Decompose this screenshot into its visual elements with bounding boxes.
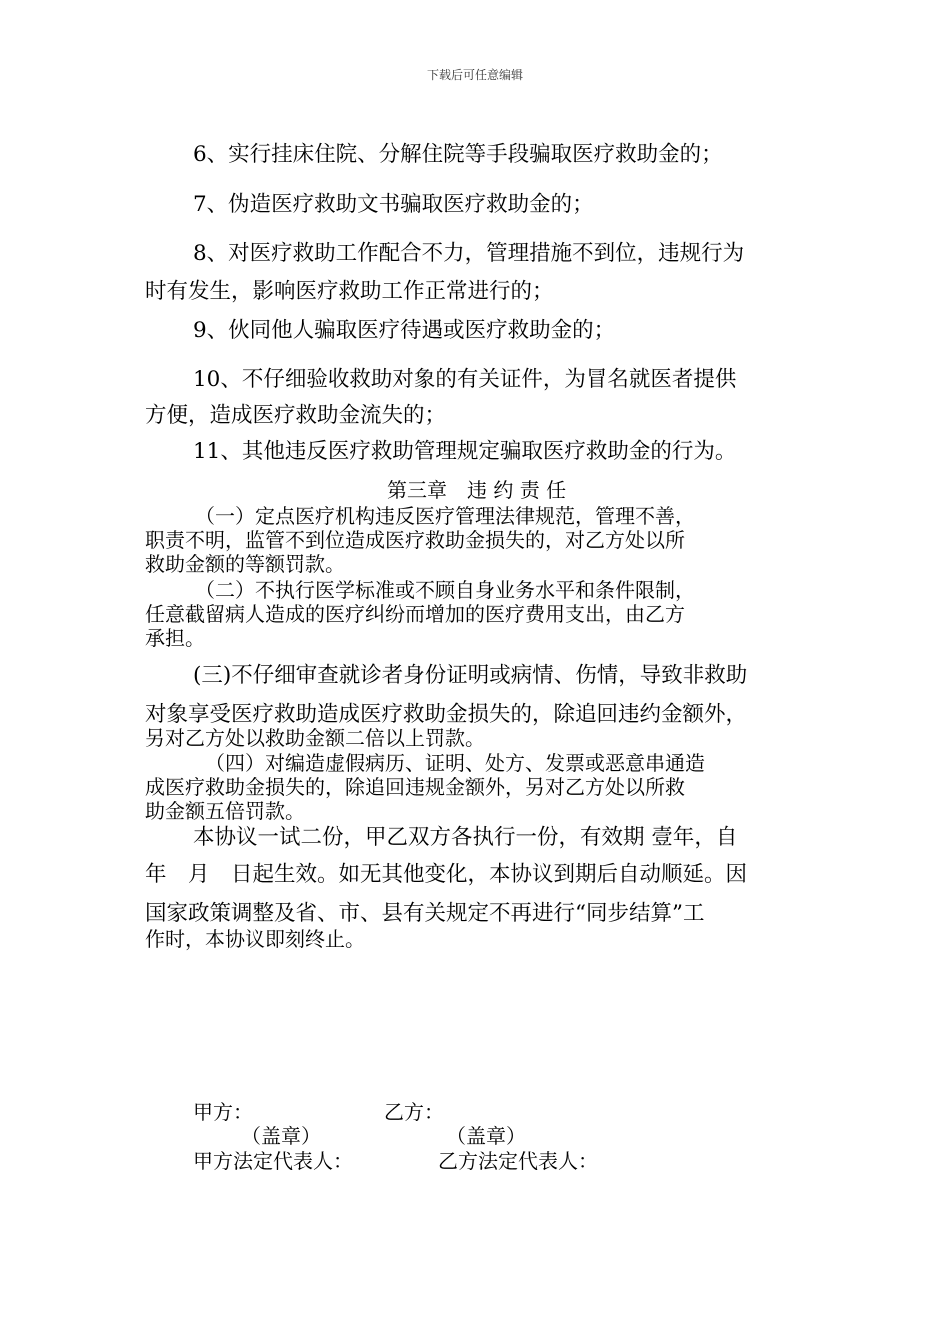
item-8-line1: 8、对医疗救助工作配合不力，管理措施不到位，违规行为 [193,241,745,266]
item-10-line2: 方便，造成医疗救助金流失的； [145,403,447,428]
party-a-seal: （盖章） [241,1124,321,1148]
party-b-seal: （盖章） [446,1124,526,1148]
clause-4-line2: 成医疗救助金损失的，除追回违规金额外，另对乙方处以所救 [145,775,685,799]
item-6: 6、实行挂床住院、分解住院等手段骗取医疗救助金的； [193,142,723,167]
item-7: 7、伪造医疗救助文书骗取医疗救助金的； [193,192,594,217]
clause-3-line3: 另对乙方处以救助金额二倍以上罚款。 [145,726,485,750]
item-11: 11、其他违反医疗救助管理规定骗取医疗救助金的行为。 [193,439,737,464]
agreement-line1: 本协议一试二份，甲乙双方各执行一份，有效期 壹年，自 [193,825,738,850]
clause-3-line1: (三)不仔细审查就诊者身份证明或病情、伤情，导致非救助 [193,663,748,688]
item-9: 9、伙同他人骗取医疗待遇或医疗救助金的； [193,318,616,343]
clause-1-line1: （一）定点医疗机构违反医疗管理法律规范，管理不善， [195,504,695,528]
clause-1-line3: 救助金额的等额罚款。 [145,552,345,576]
clause-3-line2: 对象享受医疗救助造成医疗救助金损失的，除追回违约金额外， [145,702,748,727]
agreement-line3: 国家政策调整及省、市、县有关规定不再进行“同步结算”工 [145,901,705,926]
agreement-line2: 年 月 日起生效。如无其他变化，本协议到期后自动顺延。因 [145,862,748,887]
clause-4-line1: （四）对编造虚假病历、证明、处方、发票或恶意串通造 [205,751,705,775]
party-b-representative: 乙方法定代表人： [438,1149,598,1173]
party-b-label: 乙方： [384,1100,444,1124]
item-10-line1: 10、不仔细验收救助对象的有关证件，为冒名就医者提供 [193,367,737,392]
clause-2-line3: 承担。 [145,626,205,650]
party-a-representative: 甲方法定代表人： [193,1149,353,1173]
item-8-line2: 时有发生，影响医疗救助工作正常进行的； [145,279,554,304]
clause-2-line1: （二）不执行医学标准或不顾自身业务水平和条件限制， [195,578,695,602]
page-header: 下载后可任意编辑 [426,68,523,82]
clause-2-line2: 任意截留病人造成的医疗纠纷而增加的医疗费用支出，由乙方 [145,602,685,626]
chapter-title: 第三章 违 约 责 任 [387,478,567,502]
clause-4-line3: 助金额五倍罚款。 [145,799,305,823]
party-a-label: 甲方： [193,1100,253,1124]
clause-1-line2: 职责不明，监管不到位造成医疗救助金损失的，对乙方处以所 [145,528,685,552]
agreement-line4: 作时，本协议即刻终止。 [145,927,365,951]
